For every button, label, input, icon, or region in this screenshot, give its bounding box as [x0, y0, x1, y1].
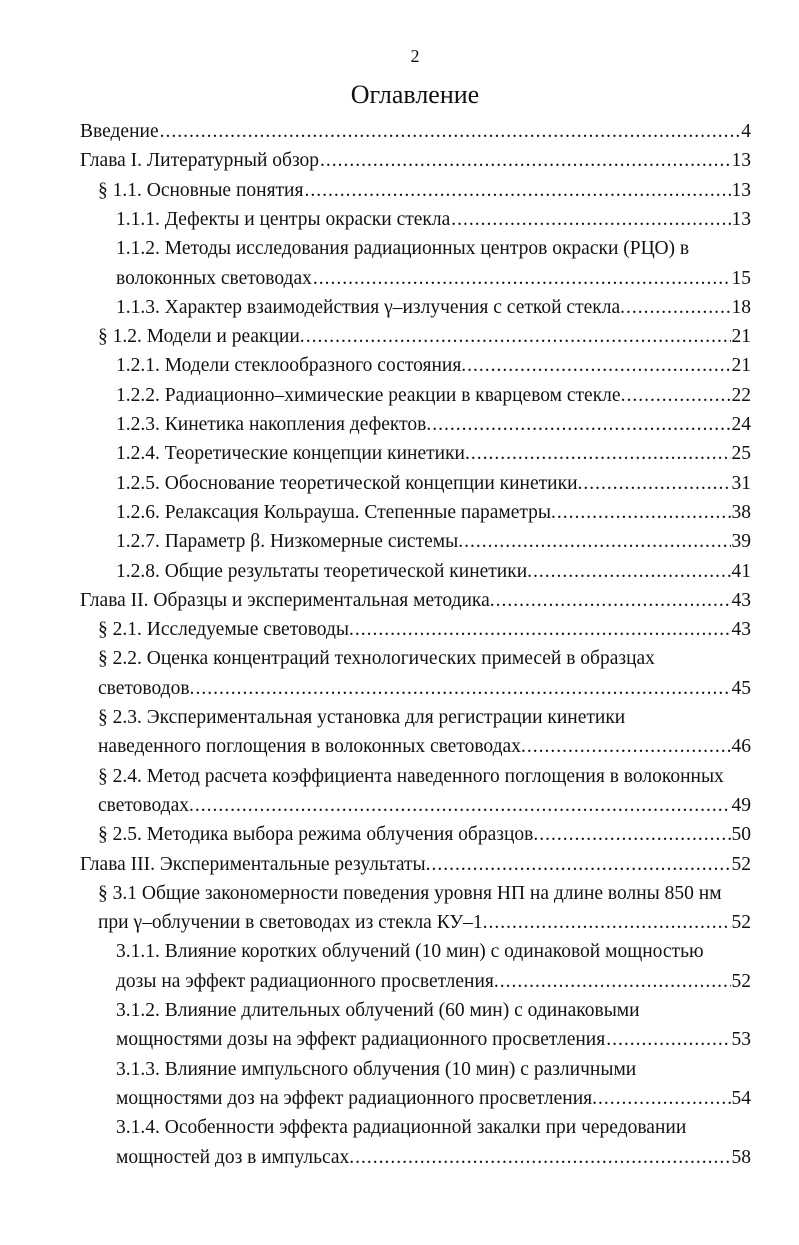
- dot-leader: [304, 177, 730, 205]
- toc-page-number: 52: [731, 912, 751, 934]
- toc-entry-text: 1.2.1. Модели стеклообразного состояния.: [116, 355, 467, 377]
- toc-entry: [116, 352, 751, 380]
- toc-page-number: 18: [731, 296, 751, 318]
- toc-entry: [98, 792, 751, 820]
- toc-page-number: 54: [731, 1087, 751, 1109]
- toc-entry-text: мощностей доз в импульсах.: [116, 1146, 355, 1168]
- toc-entry-line: [116, 938, 704, 966]
- dot-leader: [557, 499, 731, 527]
- toc-entry-text: мощностями доз на эффект радиационного просветления.: [116, 1087, 597, 1109]
- dot-leader: [539, 821, 730, 849]
- toc-page-number: 15: [731, 267, 751, 289]
- toc-entry-text: 1.2.6. Релаксация Кольрауша. Степенные параметры.: [116, 501, 556, 523]
- toc-entry-line: [98, 645, 655, 673]
- dot-leader: [598, 1085, 731, 1113]
- toc-entry-text: 1.1.1. Дефекты и центры окраски стекла: [116, 208, 451, 230]
- toc-entry-text: 1.2.7. Параметр β. Низкомерные системы.: [116, 531, 464, 553]
- toc-entry-text: § 2.4. Метод расчета коэффициента наведенного поглощения в волоконных: [98, 765, 724, 787]
- toc-page-number: 25: [731, 443, 751, 465]
- dot-leader: [496, 587, 731, 615]
- toc-entry: [116, 528, 751, 556]
- toc-entry: [80, 118, 751, 146]
- dot-leader: [320, 147, 730, 175]
- page-title: Оглавление: [350, 80, 480, 109]
- toc-entry-text: при γ–облучении в световодах из стекла КУ–1.: [98, 912, 488, 934]
- toc-entry-text: 3.1.3. Влияние импульсного облучения (10 мин) с различными: [116, 1058, 637, 1080]
- toc-entry: [80, 147, 751, 175]
- toc-entry-line: [98, 880, 722, 908]
- toc-entry-text: § 1.2. Модели и реакции.: [98, 326, 305, 348]
- toc-page-number: 21: [731, 326, 751, 348]
- toc-entry-line: [116, 1114, 686, 1142]
- dot-leader: [489, 909, 731, 937]
- toc-entry: [116, 968, 751, 996]
- toc-entry: [116, 411, 751, 439]
- toc-entry-text: § 2.1. Исследуемые световоды.: [98, 619, 354, 641]
- toc-entry: [116, 558, 751, 586]
- toc-entry: [98, 616, 751, 644]
- toc-entry: [98, 323, 751, 351]
- toc-entry-text: § 1.1. Основные понятия: [98, 179, 304, 201]
- toc-page-number: 43: [731, 619, 751, 641]
- toc-entry: [98, 177, 751, 205]
- toc-entry-line: [98, 704, 625, 732]
- toc-entry: [116, 470, 751, 498]
- toc-entry: [116, 206, 751, 234]
- toc-entry-text: волоконных световодах: [116, 267, 312, 289]
- dot-leader: [451, 206, 730, 234]
- toc-entry-text: 1.2.3. Кинетика накопления дефектов.: [116, 414, 432, 435]
- page-number: 2: [410, 46, 420, 66]
- toc-entry-text: 1.2.5. Обоснование теоретической концепции кинетики.: [116, 472, 583, 494]
- toc-entry: [116, 499, 751, 527]
- toc-entry: [116, 1026, 751, 1054]
- toc-entry-text: 1.2.8. Общие результаты теоретической кинетики.: [116, 560, 533, 582]
- toc-page-number: 58: [731, 1146, 751, 1168]
- dot-leader: [626, 382, 730, 410]
- toc-page-number: 31: [731, 472, 751, 494]
- dot-leader: [355, 1144, 730, 1172]
- toc-entry-text: § 2.5. Методика выбора режима облучения образцов.: [98, 824, 539, 846]
- toc-page-number: 41: [731, 560, 751, 582]
- toc-entry-text: световодах.: [98, 794, 194, 816]
- toc-page-number: 45: [731, 677, 751, 699]
- toc-entry: [116, 440, 751, 468]
- toc-page-number: 52: [731, 853, 751, 875]
- toc-entry: [98, 733, 751, 761]
- dot-leader: [432, 411, 730, 439]
- toc-page-number: 38: [731, 501, 751, 523]
- dot-leader: [464, 528, 730, 556]
- toc-page-number: 22: [731, 384, 751, 406]
- toc-page-number: 13: [731, 179, 751, 201]
- toc-page-number: 4: [741, 121, 751, 142]
- toc-entry-text: Глава II. Образцы и экспериментальная методика.: [80, 589, 495, 611]
- dot-leader: [583, 470, 730, 498]
- toc-entry-text: мощностями дозы на эффект радиационного просветления: [116, 1029, 606, 1051]
- toc-page-number: 39: [731, 531, 751, 553]
- toc-entry: [116, 294, 751, 322]
- toc-entry-line: [116, 997, 640, 1025]
- toc-page-number: 53: [731, 1029, 751, 1051]
- toc-page-number: 13: [731, 150, 751, 172]
- toc-entry-text: § 3.1 Общие закономерности поведения уровня НП на длине волны 850 нм: [98, 882, 722, 904]
- dot-leader: [432, 851, 731, 879]
- dot-leader: [533, 558, 730, 586]
- toc-entry-text: Введение: [80, 121, 159, 142]
- toc-entry: [80, 851, 751, 879]
- toc-entry-text: 3.1.4. Особенности эффекта радиационной закалки при чередовании: [116, 1117, 687, 1139]
- dot-leader: [467, 352, 730, 380]
- toc-page-number: 49: [731, 794, 751, 816]
- toc-entry-text: световодов.: [98, 677, 195, 699]
- toc-entry-line: [98, 763, 724, 791]
- dot-leader: [195, 792, 731, 820]
- toc-page-number: 21: [731, 355, 751, 377]
- dot-leader: [626, 294, 731, 322]
- toc-page-number: 43: [731, 589, 751, 611]
- toc-entry-text: 3.1.2. Влияние длительных облучений (60 мин) с одинаковыми: [116, 1000, 640, 1021]
- toc-entry: [116, 382, 751, 410]
- toc-entry: [98, 675, 751, 703]
- toc-page-number: 24: [731, 414, 751, 435]
- toc-entry: [98, 909, 751, 937]
- dot-leader: [313, 265, 731, 293]
- toc-entry-text: § 2.3. Экспериментальная установка для регистрации кинетики: [98, 707, 626, 728]
- dot-leader: [527, 733, 731, 761]
- toc-entry-text: 1.2.4. Теоретические концепции кинетики.: [116, 443, 470, 465]
- toc-page-number: 52: [731, 970, 751, 992]
- toc-page-number: 46: [731, 736, 751, 758]
- toc-entry: [80, 587, 751, 615]
- toc-entry-text: 1.1.3. Характер взаимодействия γ–излучения с сеткой стекла.: [116, 296, 625, 318]
- toc-entry: [116, 1144, 751, 1172]
- toc-entry-text: Глава III. Экспериментальные результаты.: [80, 853, 431, 875]
- dot-leader: [606, 1026, 730, 1054]
- dot-leader: [355, 616, 731, 644]
- toc-entry-text: Глава I. Литературный обзор: [80, 150, 320, 172]
- toc-entry: [116, 1085, 751, 1113]
- toc-entry-text: дозы на эффект радиационного просветления.: [116, 970, 499, 992]
- toc-entry: [116, 265, 751, 293]
- dot-leader: [195, 675, 730, 703]
- toc-entry-line: [116, 235, 689, 263]
- toc-entry-line: [116, 1056, 636, 1084]
- dot-leader: [160, 118, 741, 146]
- dot-leader: [500, 968, 731, 996]
- toc-page-number: 50: [731, 824, 751, 846]
- toc-entry-text: наведенного поглощения в волоконных световодах.: [98, 736, 526, 758]
- dot-leader: [306, 323, 731, 351]
- toc-entry-text: § 2.2. Оценка концентраций технологических примесей в образцах: [98, 648, 655, 670]
- dot-leader: [471, 440, 731, 468]
- toc-page-number: 13: [731, 208, 751, 230]
- toc-entry-text: 3.1.1. Влияние коротких облучений (10 мин) с одинаковой мощностью: [116, 941, 704, 963]
- toc-entry-text: 1.1.2. Методы исследования радиационных центров окраски (РЦО) в: [116, 238, 690, 260]
- toc-entry-text: 1.2.2. Радиационно–химические реакции в кварцевом стекле.: [116, 384, 626, 406]
- toc-entry: [98, 821, 751, 849]
